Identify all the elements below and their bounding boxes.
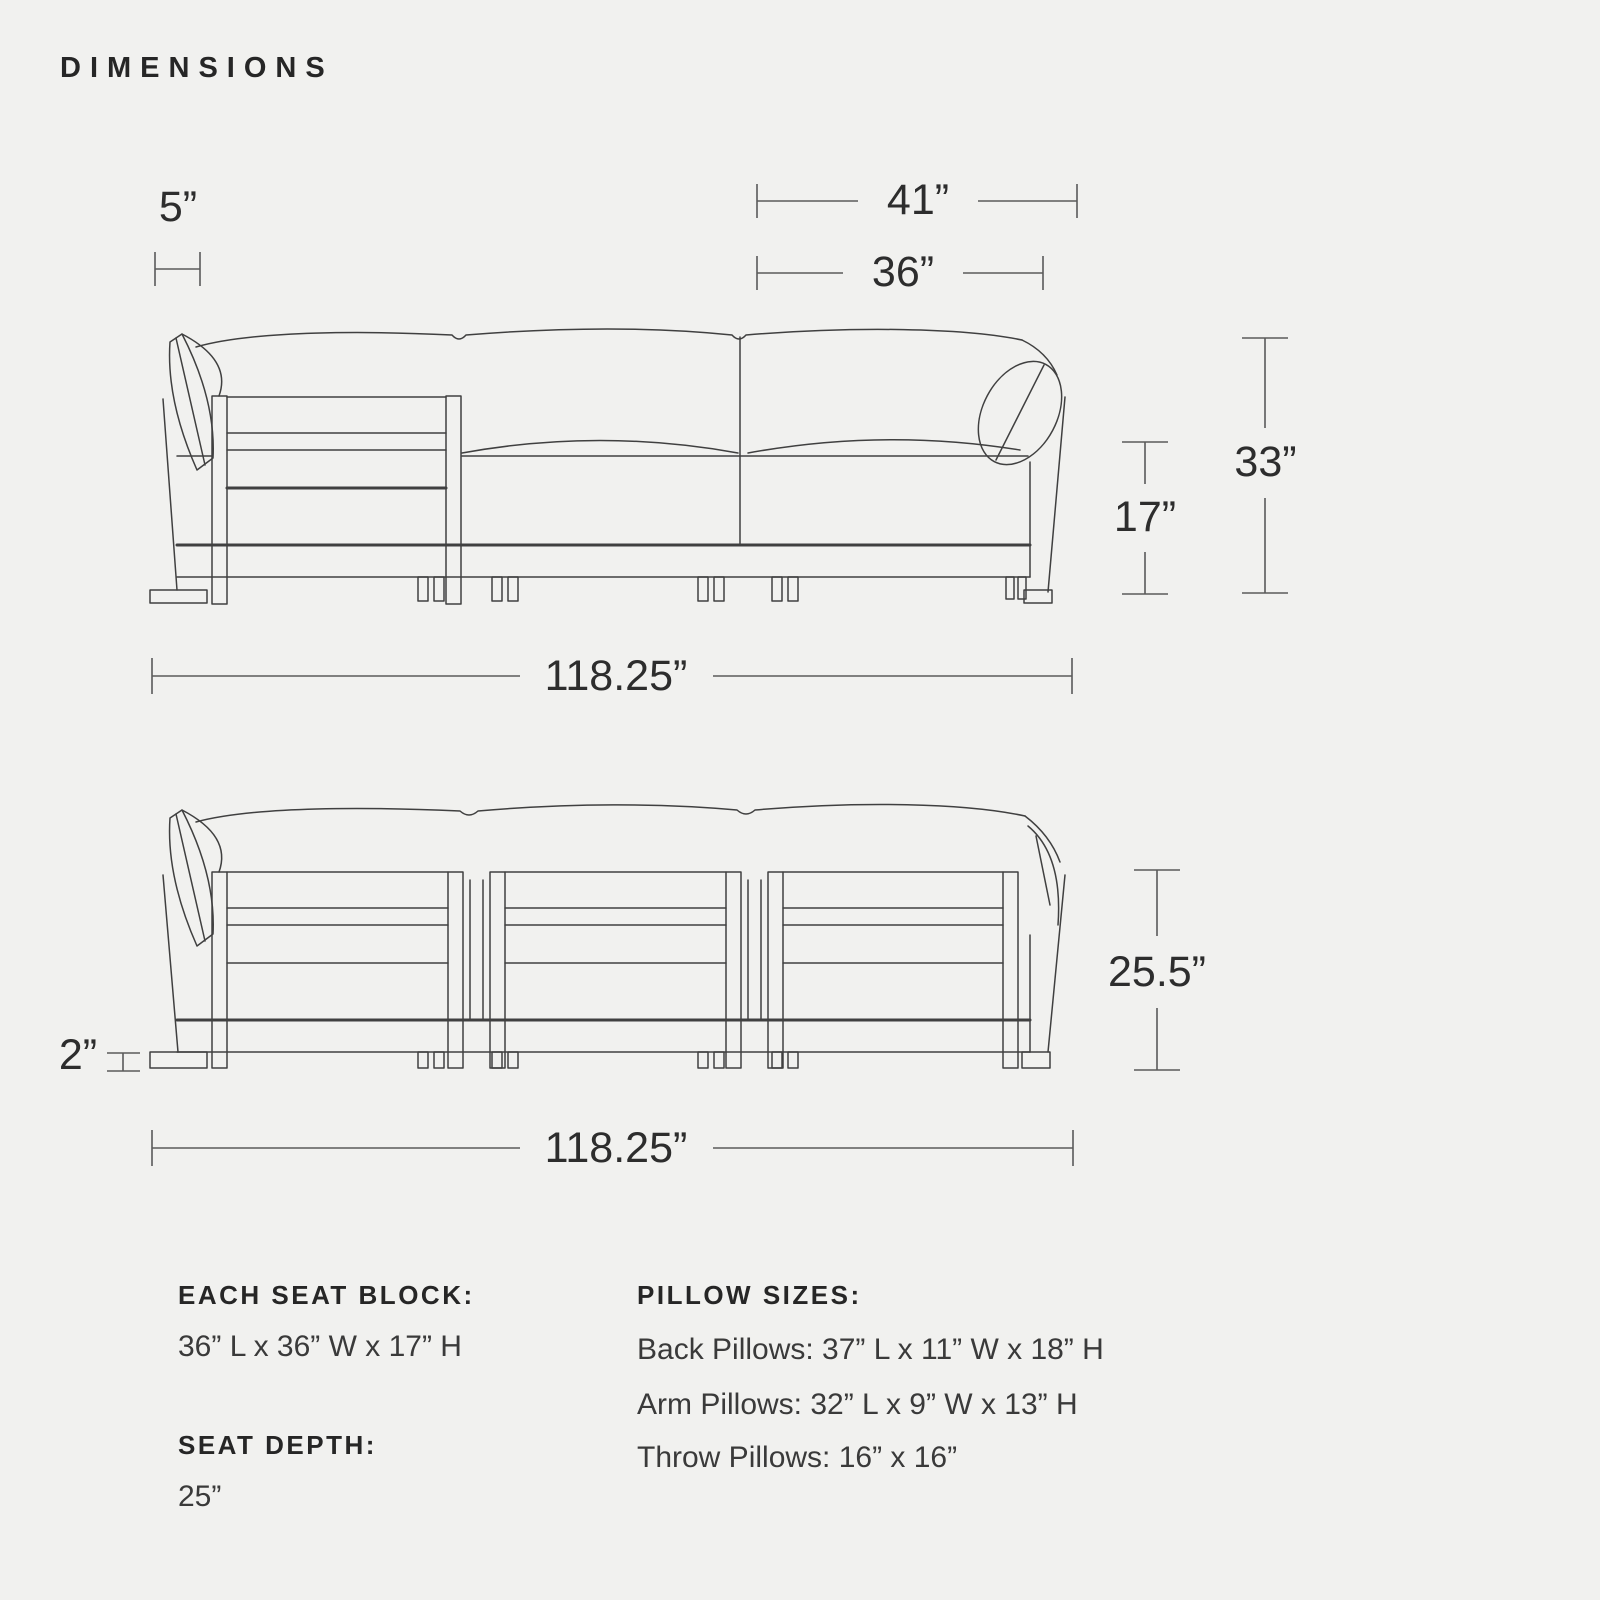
dim-label-overall-width-back: 118.25” [544,1124,688,1172]
sofa-front-view-drawing [150,329,1078,604]
dim-label-seat-plus-arm-width: 41” [886,176,950,224]
dim-label-seat-block-width: 36” [871,248,935,296]
pillow-size-arm: Arm Pillows: 32” L x 9” W x 13” H [637,1388,1078,1421]
pillow-size-throw: Throw Pillows: 16” x 16” [637,1441,958,1474]
seat-block-heading: EACH SEAT BLOCK: [178,1280,475,1310]
seat-depth-heading: SEAT DEPTH: [178,1430,377,1460]
dim-line-arm-width-5 [155,252,200,286]
dim-label-back-frame-height: 25.5” [1107,948,1206,996]
dim-label-overall-height: 33” [1234,438,1297,486]
pillow-size-back: Back Pillows: 37” L x 11” W x 18” H [637,1333,1104,1366]
pillow-sizes-heading: PILLOW SIZES: [637,1280,862,1310]
dim-label-leg-height: 2” [58,1031,98,1079]
dim-label-seat-height: 17” [1113,493,1177,541]
dim-line-leg-height-2 [107,1053,140,1071]
sofa-back-view-drawing [150,804,1065,1068]
page-title: DIMENSIONS [60,52,334,84]
dim-label-arm-width: 5” [158,183,198,231]
dim-label-overall-width-front: 118.25” [544,652,688,700]
seat-block-value: 36” L x 36” W x 17” H [178,1330,462,1363]
seat-depth-value: 25” [178,1480,222,1513]
